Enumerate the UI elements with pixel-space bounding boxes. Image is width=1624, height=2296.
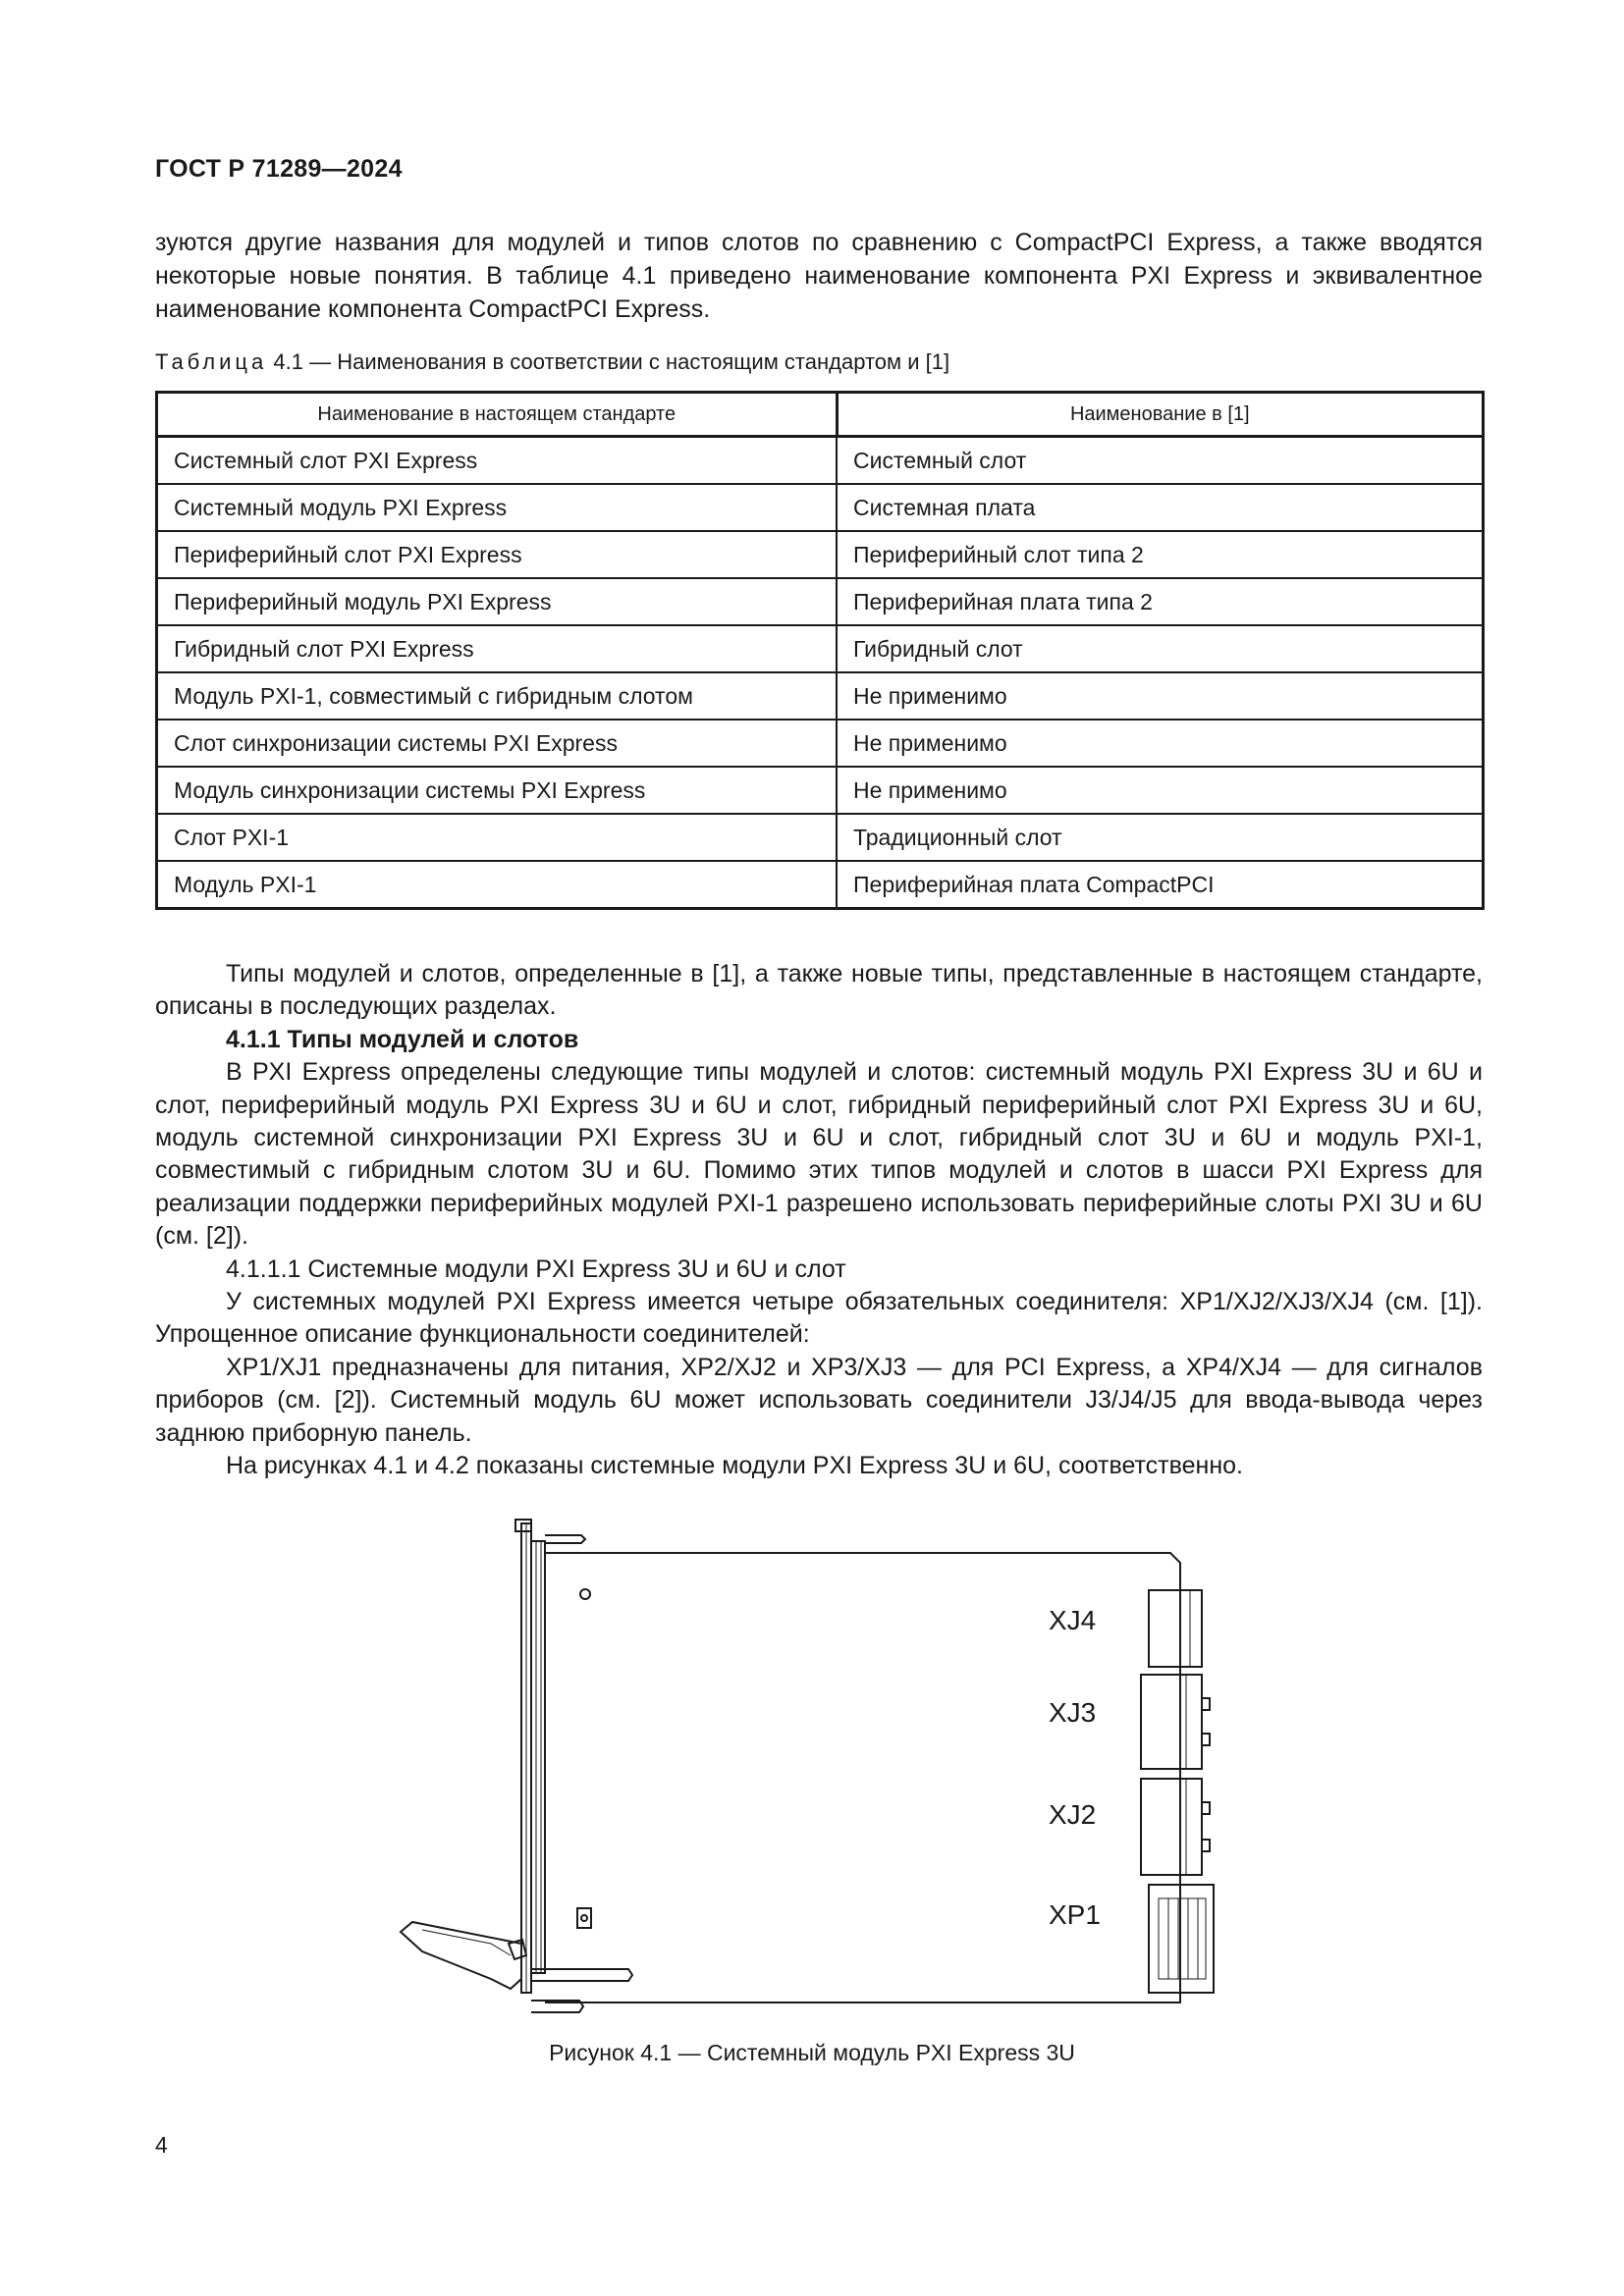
paragraph: В PXI Express определены следующие типы модулей и слотов: системный модуль PXI Express 3U и 6U и слот, периферийный модуль PXI Express 3U и 6U и слот, гибридный периферийный слот PXI Express 3U и 6U, модуль системной синхронизации PXI Express 3U и 6U и слот, гибридный слот 3U и 6U и модуль PXI-1, совместимый с гибридным слотом 3U и 6U. Помимо этих типов модулей и слотов в шасси PXI Express для реализации поддержки периферийных модулей PXI-1 разрешено использовать периферийные слоты PXI 3U и 6U (см. [2]).: [155, 1058, 1483, 1251]
table-row: [157, 672, 1484, 720]
paragraph: Типы модулей и слотов, определенные в [1], а также новые типы, представленные в настоящем стандарте, описаны в последующих разделах.: [155, 960, 1483, 1021]
mounting-hole: [580, 1589, 590, 1599]
board-tab: [577, 1908, 591, 1928]
table-caption-word: Таблица: [155, 349, 268, 374]
figure-caption: Рисунок 4.1 — Системный модуль PXI Express 3U: [549, 2040, 1075, 2065]
table-row: [157, 861, 1484, 909]
table-row: [157, 814, 1484, 861]
table-row: [157, 720, 1484, 767]
label-xj3: XJ3: [1049, 1697, 1097, 1728]
table-cell: Не применимо: [837, 767, 1484, 814]
table-cell: Системный модуль PXI Express: [157, 484, 838, 531]
table-cell: Традиционный слот: [837, 814, 1484, 861]
body-text: [155, 958, 1483, 1483]
table-cell: Модуль синхронизации системы PXI Express: [157, 767, 838, 814]
label-xj2: XJ2: [1049, 1799, 1097, 1830]
table-row: [157, 437, 1484, 485]
table-cell: Периферийная плата CompactPCI: [837, 861, 1484, 909]
label-xp1: XP1: [1049, 1899, 1101, 1930]
table-row: [157, 625, 1484, 672]
table-cell: Периферийная плата типа 2: [837, 578, 1484, 625]
intro-paragraph: зуются другие названия для модулей и типов слотов по сравнению с CompactPCI Express, а также вводятся некоторые новые понятия. В таблице 4.1 приведено наименование компонента PXI Express и эквивалентное наименование компонента CompactPCI Express.: [155, 229, 1483, 323]
table-cell: Слот PXI-1: [157, 814, 838, 861]
xj3-connector: [1141, 1675, 1202, 1769]
label-xj4: XJ4: [1049, 1605, 1097, 1635]
table-row: [157, 578, 1484, 625]
table-caption: [155, 347, 949, 377]
ejector-handle: [401, 1922, 521, 1989]
subsection-heading: 4.1.1.1 Системные модули PXI Express 3U и 6U и слот: [226, 1255, 846, 1283]
figure-system-module-3u: [393, 1512, 1276, 2022]
table-row: [157, 484, 1484, 531]
module-drawing: [393, 1512, 1276, 2022]
top-latch: [515, 1520, 531, 1531]
table-header-cell: Наименование в [1]: [837, 393, 1484, 437]
table-header-row: [157, 393, 1484, 437]
table-cell: Слот синхронизации системы PXI Express: [157, 720, 838, 767]
xj2-connector: [1141, 1779, 1202, 1875]
table-row: [157, 531, 1484, 578]
document-header: ГОСТ Р 71289—2024: [155, 155, 403, 183]
names-table: [155, 391, 1485, 910]
panel-rail: [531, 1541, 545, 1973]
table-header-cell: Наименование в настоящем стандарте: [157, 393, 838, 437]
table-cell: Системный слот: [837, 437, 1484, 485]
section-heading: 4.1.1 Типы модулей и слотов: [226, 1025, 579, 1053]
table-cell: Системная плата: [837, 484, 1484, 531]
table-cell: Не применимо: [837, 672, 1484, 720]
xj4-connector: [1149, 1590, 1202, 1667]
table-cell: Периферийный слот PXI Express: [157, 531, 838, 578]
table-cell: Модуль PXI-1: [157, 861, 838, 909]
table-cell: Периферийный модуль PXI Express: [157, 578, 838, 625]
page-number: 4: [155, 2132, 168, 2158]
paragraph: У системных модулей PXI Express имеется четыре обязательных соединителя: XP1/XJ2/XJ3/XJ4 (см. [1]). Упрощенное описание функциональности соединителей:: [155, 1288, 1483, 1349]
bottom-screw: [531, 1969, 632, 1981]
table-cell: Системный слот PXI Express: [157, 437, 838, 485]
table-caption-text: 4.1 — Наименования в соответствии с настоящим стандартом и [1]: [273, 349, 950, 374]
table-cell: Гибридный слот PXI Express: [157, 625, 838, 672]
table-row: [157, 767, 1484, 814]
table-cell: Периферийный слот типа 2: [837, 531, 1484, 578]
top-screw: [545, 1535, 585, 1543]
table-cell: Модуль PXI-1, совместимый с гибридным слотом: [157, 672, 838, 720]
paragraph: На рисунках 4.1 и 4.2 показаны системные модули PXI Express 3U и 6U, соответственно.: [226, 1452, 1243, 1480]
table-cell: Не применимо: [837, 720, 1484, 767]
table-cell: Гибридный слот: [837, 625, 1484, 672]
paragraph: XP1/XJ1 предназначены для питания, XP2/XJ2 и XP3/XJ3 — для PCI Express, а XP4/XJ4 — для сигналов приборов (см. [2]). Системный модуль 6U может использовать соединители J3/J4/J5 для ввода-вывода через заднюю приборную панель.: [155, 1353, 1483, 1447]
